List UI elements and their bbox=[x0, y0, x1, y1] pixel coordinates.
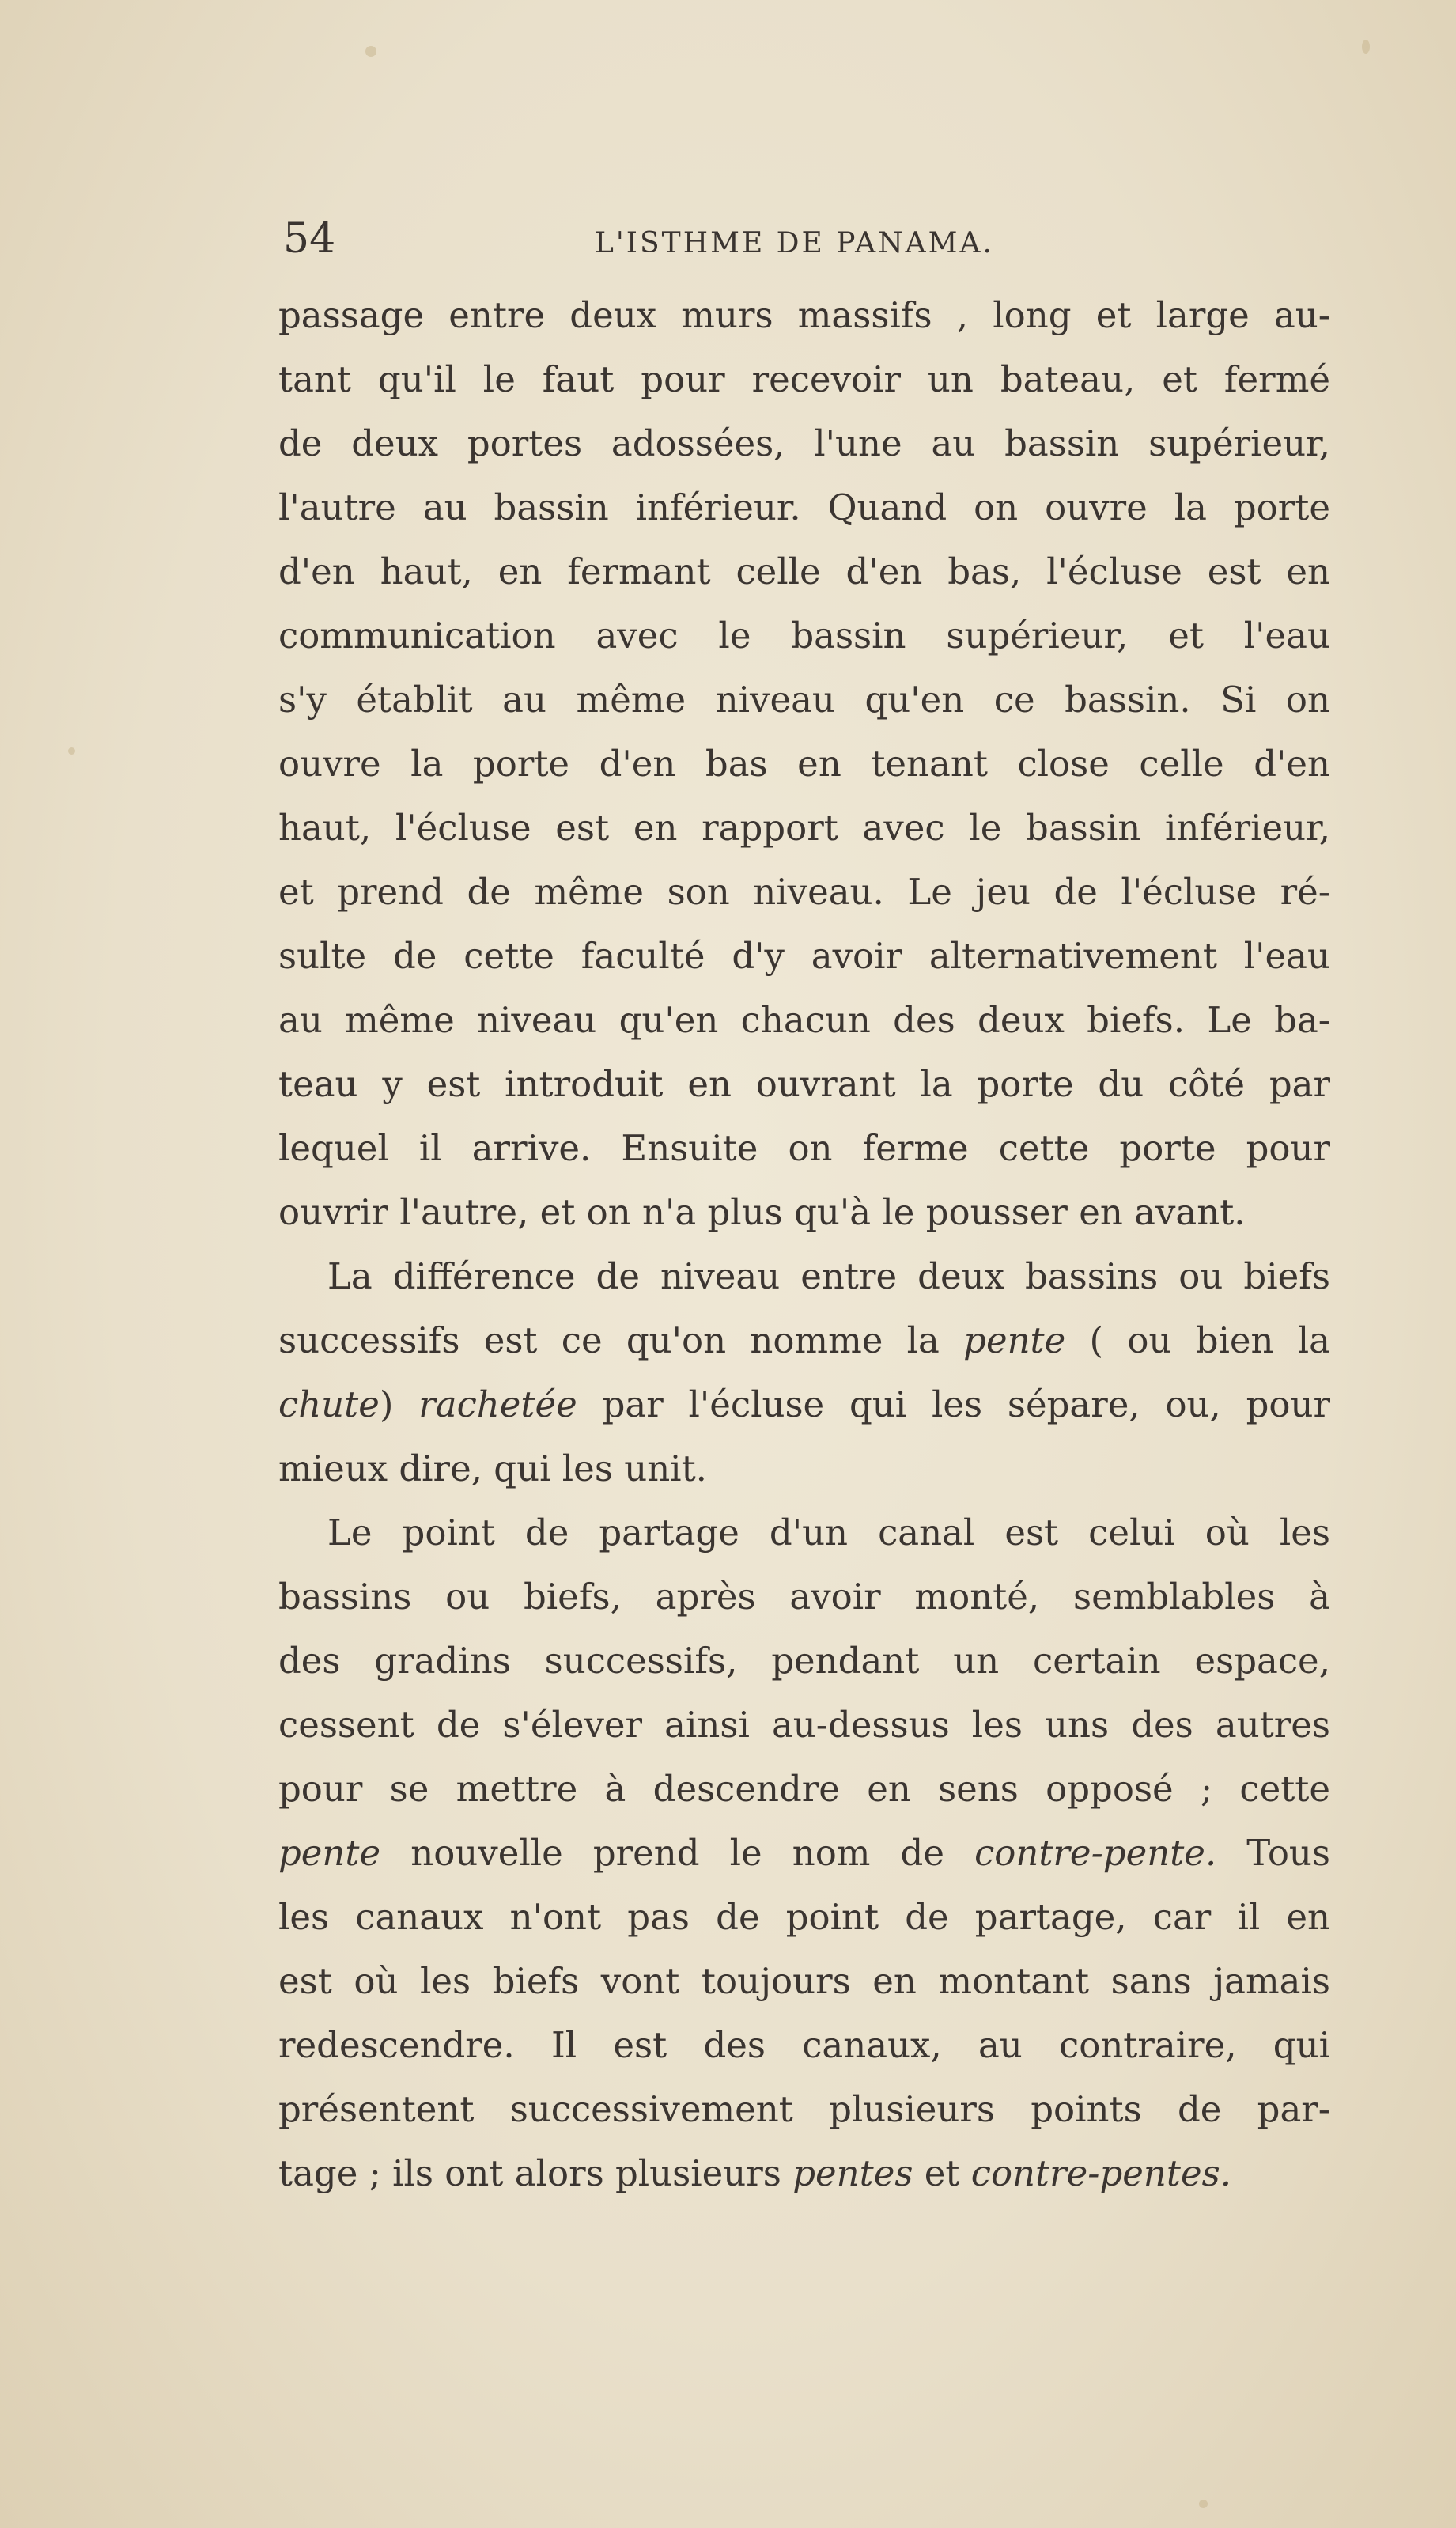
text-line: redescendre. Il est des canaux, au contraire, qui bbox=[278, 2024, 1330, 2066]
italic-term: chute bbox=[278, 1383, 380, 1425]
text-line: haut, l'écluse est en rapport avec le bassin inférieur, bbox=[278, 807, 1330, 849]
text-segment: ( ou bien la bbox=[1089, 1319, 1330, 1361]
text-line: d'en haut, en fermant celle d'en bas, l'écluse est en bbox=[278, 551, 1330, 592]
text-line bbox=[278, 1821, 1330, 1885]
page-header bbox=[278, 207, 1330, 271]
paper-foxing-spot bbox=[1199, 2500, 1208, 2508]
text-line: est où les biefs vont toujours en montant sans jamais bbox=[278, 1960, 1330, 2002]
text-line: sulte de cette faculté d'y avoir alternativement l'eau bbox=[278, 935, 1330, 977]
italic-term: pente bbox=[963, 1319, 1066, 1361]
text-segment: Tous bbox=[1246, 1832, 1330, 1874]
italic-term: pente bbox=[278, 1832, 381, 1874]
paper-foxing-spot bbox=[68, 747, 75, 755]
italic-term: pentes bbox=[792, 2152, 913, 2194]
text-line: cessent de s'élever ainsi au-dessus les uns des autres bbox=[278, 1704, 1330, 1746]
text-segment: par l'écluse qui les sépare, ou, pour bbox=[602, 1383, 1330, 1425]
paper-foxing-spot bbox=[365, 46, 376, 57]
text-line: La différence de niveau entre deux bassins ou biefs bbox=[327, 1255, 1330, 1297]
text-line: les canaux n'ont pas de point de partage, car il en bbox=[278, 1896, 1330, 1938]
text-line: ouvre la porte d'en bas en tenant close celle d'en bbox=[278, 743, 1330, 785]
italic-term: contre-pentes. bbox=[970, 2152, 1232, 2194]
italic-term: rachetée bbox=[418, 1383, 577, 1425]
text-line: et prend de même son niveau. Le jeu de l'écluse ré- bbox=[278, 871, 1330, 913]
text-line: des gradins successifs, pendant un certain espace, bbox=[278, 1640, 1330, 1682]
text-line: bassins ou biefs, après avoir monté, semblables à bbox=[278, 1576, 1330, 1618]
body-text bbox=[278, 283, 1330, 2205]
running-head: L'ISTHME DE PANAMA. bbox=[595, 227, 994, 259]
italic-term: contre-pente. bbox=[974, 1832, 1217, 1874]
text-segment: nouvelle prend le nom de bbox=[410, 1832, 944, 1874]
text-line: communication avec le bassin supérieur, et l'eau bbox=[278, 615, 1330, 657]
text-segment: successifs est ce qu'on nomme la bbox=[278, 1319, 940, 1361]
text-line: passage entre deux murs massifs , long et large au- bbox=[278, 294, 1330, 336]
text-line bbox=[278, 1308, 1330, 1372]
text-line: l'autre au bassin inférieur. Quand on ouvre la porte bbox=[278, 486, 1330, 528]
text-line: au même niveau qu'en chacun des deux biefs. Le ba- bbox=[278, 999, 1330, 1041]
text-line: pour se mettre à descendre en sens opposé ; cette bbox=[278, 1768, 1330, 1810]
text-line: de deux portes adossées, l'une au bassin supérieur, bbox=[278, 422, 1330, 464]
text-line: mieux dire, qui les unit. bbox=[278, 1448, 707, 1489]
text-segment: tage ; ils ont alors plusieurs bbox=[278, 2152, 781, 2194]
text-line: présentent successivement plusieurs points de par- bbox=[278, 2088, 1330, 2130]
text-line: lequel il arrive. Ensuite on ferme cette porte pour bbox=[278, 1127, 1330, 1169]
text-line bbox=[278, 1372, 1330, 1436]
text-line: tant qu'il le faut pour recevoir un bateau, et fermé bbox=[278, 358, 1330, 400]
text-line: teau y est introduit en ouvrant la porte du côté par bbox=[278, 1063, 1330, 1105]
text-segment: et bbox=[924, 2152, 960, 2194]
text-line bbox=[278, 2141, 1330, 2205]
paper-foxing-spot bbox=[1362, 40, 1370, 54]
page-number: 54 bbox=[283, 215, 336, 263]
text-line: s'y établit au même niveau qu'en ce bassin. Si on bbox=[278, 679, 1330, 721]
text-line: Le point de partage d'un canal est celui où les bbox=[327, 1512, 1330, 1554]
text-segment: ) bbox=[379, 1383, 394, 1425]
text-line: ouvrir l'autre, et on n'a plus qu'à le pousser en avant. bbox=[278, 1191, 1246, 1233]
